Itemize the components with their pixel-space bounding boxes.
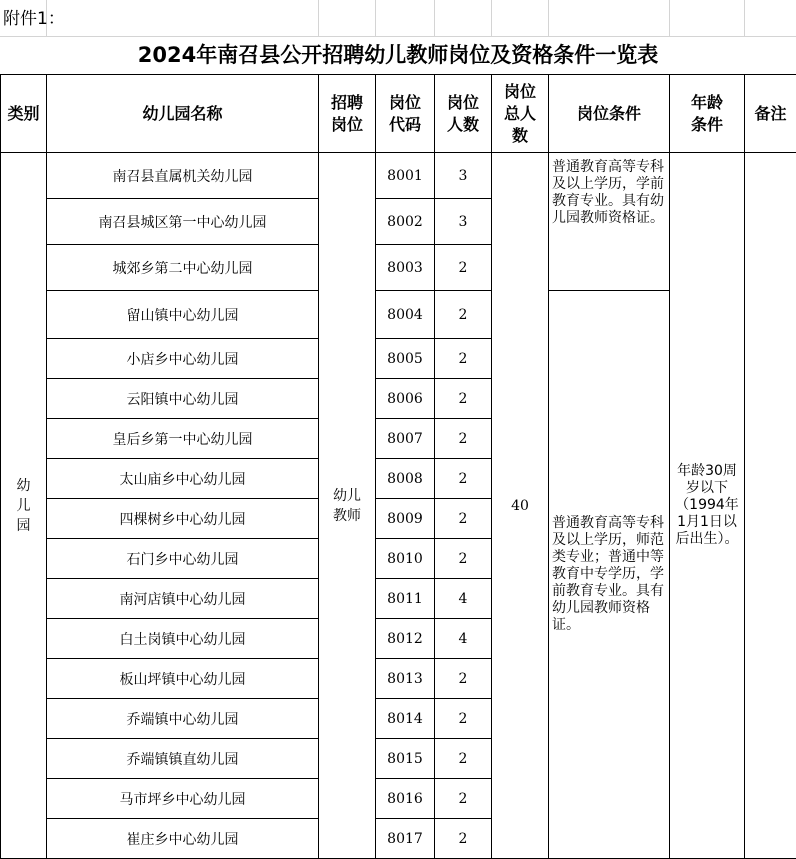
position-code: 8015	[376, 739, 435, 779]
position-count: 2	[435, 779, 492, 819]
position-count: 3	[435, 199, 492, 245]
header-remarks: 备注	[745, 75, 796, 153]
kindergarten-name: 皇后乡第一中心幼儿园	[47, 419, 319, 459]
position-cell: 幼儿教师	[319, 153, 376, 859]
total-count-cell: 40	[492, 153, 549, 859]
position-count: 2	[435, 499, 492, 539]
attachment-label: 附件1：	[3, 4, 65, 29]
position-count: 2	[435, 739, 492, 779]
kindergarten-name: 太山庙乡中心幼儿园	[47, 459, 319, 499]
position-count: 2	[435, 245, 492, 291]
kindergarten-name: 石门乡中心幼儿园	[47, 539, 319, 579]
position-code: 8006	[376, 379, 435, 419]
kindergarten-name: 四棵树乡中心幼儿园	[47, 499, 319, 539]
header-age-conditions: 年龄条件	[670, 75, 745, 153]
kindergarten-name: 马市坪乡中心幼儿园	[47, 779, 319, 819]
position-code: 8009	[376, 499, 435, 539]
header-category: 类别	[1, 75, 47, 153]
header-position-count: 岗位人数	[435, 75, 492, 153]
kindergarten-name: 乔端镇中心幼儿园	[47, 699, 319, 739]
position-code: 8017	[376, 819, 435, 859]
position-code: 8001	[376, 153, 435, 199]
age-conditions-cell: 年龄30周岁以下（1994年1月1日以后出生）。	[670, 153, 745, 859]
kindergarten-name: 南召县城区第一中心幼儿园	[47, 199, 319, 245]
position-code: 8003	[376, 245, 435, 291]
position-code: 8011	[376, 579, 435, 619]
conditions-group-1: 普通教育高等专科及以上学历，学前教育专业。具有幼儿园教师资格证。	[549, 153, 670, 291]
position-code: 8013	[376, 659, 435, 699]
positions-table	[0, 74, 796, 859]
header-total-count: 岗位总人数	[492, 75, 549, 153]
kindergarten-name: 崔庄乡中心幼儿园	[47, 819, 319, 859]
header-kindergarten-name: 幼儿园名称	[47, 75, 319, 153]
category-cell: 幼儿园	[1, 153, 47, 859]
kindergarten-name: 白土岗镇中心幼儿园	[47, 619, 319, 659]
position-count: 2	[435, 659, 492, 699]
remarks-cell	[745, 153, 796, 859]
kindergarten-name: 乔端镇镇直幼儿园	[47, 739, 319, 779]
kindergarten-name: 南河店镇中心幼儿园	[47, 579, 319, 619]
kindergarten-name: 云阳镇中心幼儿园	[47, 379, 319, 419]
table-row	[1, 153, 796, 199]
kindergarten-name: 城郊乡第二中心幼儿园	[47, 245, 319, 291]
kindergarten-name: 南召县直属机关幼儿园	[47, 153, 319, 199]
position-count: 3	[435, 153, 492, 199]
position-code: 8004	[376, 291, 435, 339]
position-count: 2	[435, 819, 492, 859]
position-count: 2	[435, 379, 492, 419]
position-count: 4	[435, 579, 492, 619]
position-count: 2	[435, 539, 492, 579]
header-conditions: 岗位条件	[549, 75, 670, 153]
page-title: 2024年南召县公开招聘幼儿教师岗位及资格条件一览表	[0, 36, 796, 74]
position-count: 2	[435, 699, 492, 739]
kindergarten-name: 板山坪镇中心幼儿园	[47, 659, 319, 699]
position-count: 2	[435, 339, 492, 379]
conditions-group-2: 普通教育高等专科及以上学历，师范类专业；普通中等教育中专学历，学前教育专业。具有幼儿园教师资格证。	[549, 291, 670, 859]
position-code: 8002	[376, 199, 435, 245]
position-count: 2	[435, 291, 492, 339]
kindergarten-name: 小店乡中心幼儿园	[47, 339, 319, 379]
header-row	[1, 75, 796, 153]
header-position-code: 岗位代码	[376, 75, 435, 153]
position-code: 8005	[376, 339, 435, 379]
position-count: 2	[435, 419, 492, 459]
kindergarten-name: 留山镇中心幼儿园	[47, 291, 319, 339]
position-code: 8016	[376, 779, 435, 819]
position-code: 8012	[376, 619, 435, 659]
position-count: 4	[435, 619, 492, 659]
header-position: 招聘岗位	[319, 75, 376, 153]
position-code: 8008	[376, 459, 435, 499]
position-code: 8007	[376, 419, 435, 459]
position-code: 8010	[376, 539, 435, 579]
position-code: 8014	[376, 699, 435, 739]
position-count: 2	[435, 459, 492, 499]
